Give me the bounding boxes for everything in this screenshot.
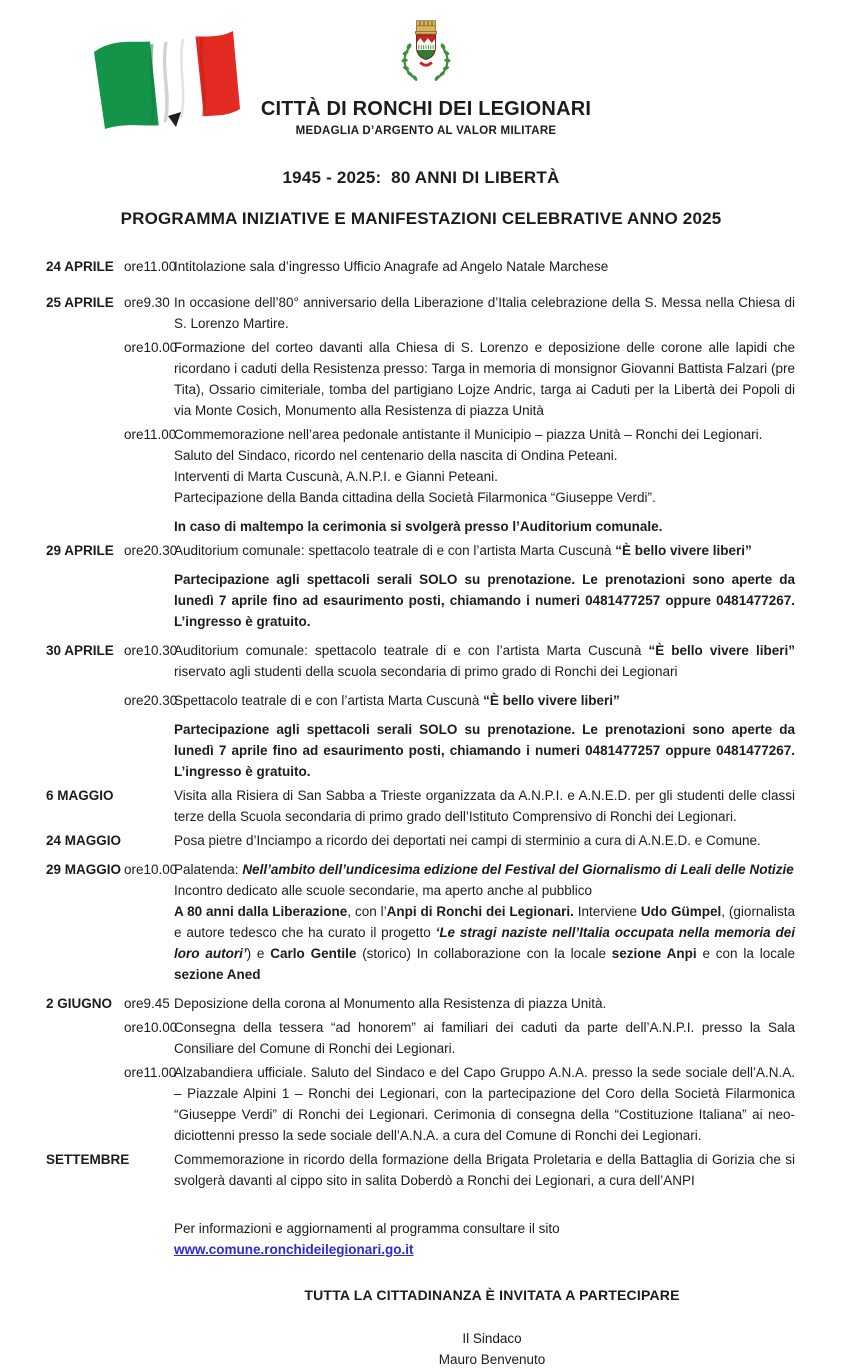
- text-segment: Saluto del Sindaco, ricordo nel centenario della nascita di Ondina Peteani.: [174, 448, 618, 463]
- event-time: [124, 424, 177, 537]
- event-description: [174, 1149, 795, 1191]
- schedule-row: [46, 690, 795, 782]
- website-link[interactable]: www.comune.ronchideilegionari.go.it: [174, 1242, 414, 1257]
- event-date: 25 APRILE: [46, 295, 114, 310]
- time-prefix: ore: [124, 996, 144, 1011]
- event-description: [174, 1017, 795, 1059]
- event-date: 29 APRILE: [46, 543, 114, 558]
- paragraph: [174, 487, 795, 508]
- event-time: [124, 993, 170, 1014]
- text-segment: Alzabandiera ufficiale. Saluto del Sindaco e del Capo Gruppo A.N.A. presso la sede sociale dell’A.N.A. – Piazzale Alpini 1 – Ronchi dei Legionari, con la partecipazione del Coro della Società Filarmonica “Giuseppe Verdi” di Ronchi dei Legionari. Cerimonia di consegna della “Costituzione Italiana” ai neo-diciottenni presso la sede sociale dell’A.N.A. a cura del Comune di Ronchi dei Legionari.: [174, 1065, 795, 1143]
- time-prefix: ore: [124, 259, 144, 274]
- schedule-row: [46, 1218, 795, 1260]
- event-description: [174, 993, 795, 1014]
- text-segment: Visita alla Risiera di San Sabba a Trieste organizzata da A.N.P.I. e A.N.E.D. per gli studenti delle classi terze della Scuola secondaria di primo grado dell’Istituto Comprensivo di Ronchi dei Legionari.: [174, 788, 795, 824]
- text-segment: A 80 anni dalla Liberazione: [174, 904, 348, 919]
- event-date: 24 MAGGIO: [46, 833, 122, 848]
- event-description: [174, 292, 795, 334]
- schedule-row: [46, 785, 795, 827]
- text-segment: Partecipazione agli spettacoli serali SOLO su prenotazione. Le prenotazioni sono aperte da lunedì 7 aprile fino ad esaurimento posti, chiamando i numeri 0481477257 oppure 0481477267. L’ingresso è gratuito.: [174, 572, 795, 629]
- time-value: 9.30: [143, 295, 170, 310]
- text-segment: Posa pietre d’Inciampo a ricordo dei deportati nei campi di sterminio a cura di A.N.E.D. e Comune.: [174, 833, 761, 848]
- text-segment: Nell’ambito dell’undicesima edizione del Festival del Giornalismo di Leali delle Notizie: [242, 862, 794, 877]
- text-segment: Partecipazione della Banda cittadina della Società Filarmonica “Giuseppe Verdi”.: [174, 490, 656, 505]
- text-segment: “È bello vivere liberi”: [483, 693, 620, 708]
- text-segment: Per informazioni e aggiornamenti al programma consultare il sito: [174, 1221, 560, 1236]
- schedule-row: [46, 424, 795, 537]
- text-segment: Spettacolo teatrale di e con l’artista Marta Cuscunà: [174, 693, 484, 708]
- text-segment: Deposizione della corona al Monumento alla Resistenza di piazza Unità.: [174, 996, 607, 1011]
- time-prefix: ore: [124, 543, 144, 558]
- event-date: [46, 690, 118, 782]
- time-prefix: ore: [124, 693, 144, 708]
- invitation-line: TUTTA LA CITTADINANZA È INVITATA A PARTECIPARE: [304, 1287, 680, 1303]
- text-segment: “È bello vivere liberi”: [648, 643, 795, 658]
- text-segment: Palatenda:: [174, 862, 243, 877]
- event-time: [124, 1149, 165, 1191]
- event-date: 6 MAGGIO: [46, 788, 114, 803]
- paragraph: [174, 640, 795, 682]
- anniversary-title: 1945 - 2025: 80 ANNI DI LIBERTÀ: [282, 168, 560, 187]
- event-description: [174, 785, 795, 827]
- event-date: SETTEMBRE: [46, 1152, 130, 1167]
- time-value: 10.00: [143, 1020, 178, 1035]
- schedule-row: [46, 993, 795, 1014]
- event-date: [46, 424, 118, 537]
- event-time: [124, 1062, 177, 1146]
- paragraph: [174, 993, 795, 1014]
- text-segment: Formazione del corteo davanti alla Chiesa di S. Lorenzo e deposizione delle corone alle lapidi che ricordano i caduti della Resistenza presso: Targa in memoria di monsignor Giovanni Battista Falzari (pre Tita), Ossario cimiteriale, tomba del partigiano Lojze Andric, targa ai Caduti per la Libertà dei Popoli di via Monte Cosich, Monumento alla Resistenza di piazza Unità: [174, 340, 795, 418]
- event-date: 24 APRILE: [46, 259, 114, 274]
- time-prefix: ore: [124, 1065, 144, 1080]
- event-date: [46, 1218, 118, 1260]
- schedule-row: [46, 1149, 795, 1191]
- paragraph: [174, 1239, 795, 1260]
- city-name: CITTÀ DI RONCHI DEI LEGIONARI: [260, 98, 592, 120]
- schedule-row: [46, 337, 795, 421]
- paragraph: [174, 516, 795, 537]
- text-segment: , con l’: [347, 904, 387, 919]
- city-coat-of-arms-icon: [395, 13, 457, 89]
- text-segment: riservato agli studenti della scuola secondaria di primo grado di Ronchi dei Legionari: [174, 664, 678, 679]
- time-prefix: ore: [124, 643, 144, 658]
- text-segment: Udo Gümpel: [640, 904, 722, 919]
- event-description: [174, 859, 795, 985]
- time-value: 11.00: [143, 1065, 177, 1080]
- event-description: [174, 690, 795, 782]
- paragraph: [174, 1017, 795, 1059]
- time-prefix: ore: [124, 1020, 144, 1035]
- text-segment: Auditorium comunale: spettacolo teatrale di e con l’artista Marta Cuscunà: [174, 543, 616, 558]
- text-segment: Interventi di Marta Cuscunà, A.N.P.I. e Gianni Peteani.: [174, 469, 498, 484]
- paragraph: [174, 569, 795, 632]
- event-description: [174, 1218, 795, 1260]
- event-date: 29 MAGGIO: [46, 862, 122, 877]
- paragraph: [174, 1062, 795, 1146]
- schedule-row: [46, 859, 795, 985]
- text-segment: (storico) In collaborazione con la locale: [356, 946, 612, 961]
- event-time: [124, 1017, 178, 1059]
- text-segment: e con la locale: [696, 946, 795, 961]
- schedule-row: [46, 1017, 795, 1059]
- time-prefix: ore: [124, 340, 144, 355]
- schedule-row: [46, 640, 795, 682]
- event-time: [124, 785, 165, 827]
- paragraph: [174, 690, 795, 711]
- paragraph: [174, 256, 795, 277]
- program-title: PROGRAMMA INIZIATIVE E MANIFESTAZIONI CELEBRATIVE ANNO 2025: [120, 209, 722, 228]
- event-description: [174, 1062, 795, 1146]
- paragraph: [174, 445, 795, 466]
- text-segment: In caso di maltempo la cerimonia si svolgerà presso l’Auditorium comunale.: [174, 519, 663, 534]
- event-description: [174, 540, 795, 632]
- signature-name: Mauro Benvenuto: [438, 1352, 546, 1367]
- event-time: [124, 292, 170, 334]
- text-segment: ) e: [246, 946, 271, 961]
- event-date: 2 GIUGNO: [46, 996, 113, 1011]
- event-time: [124, 690, 178, 782]
- paragraph: [174, 830, 795, 851]
- event-schedule: [0, 256, 842, 1260]
- event-time: [124, 640, 178, 682]
- event-description: [174, 337, 795, 421]
- text-segment: Partecipazione agli spettacoli serali SOLO su prenotazione. Le prenotazioni sono aperte da lunedì 7 aprile fino ad esaurimento posti, chiamando i numeri 0481477257 oppure 0481477267. L’ingresso è gratuito.: [174, 722, 795, 779]
- text-segment: Commemorazione in ricordo della formazione della Brigata Proletaria e della Battaglia di Gorizia che si svolgerà davanti al cippo sito in salita Doberdò a Ronchi dei Legionari, a cura dell’ANPI: [174, 1152, 795, 1188]
- text-segment: sezione Aned: [174, 967, 261, 982]
- text-segment: Commemorazione nell’area pedonale antistante il Municipio – piazza Unità – Ronchi dei Legionari.: [174, 427, 763, 442]
- event-description: [174, 256, 795, 277]
- paragraph: [174, 1218, 795, 1239]
- text-segment: Incontro dedicato alle scuole secondarie, ma aperto anche al pubblico: [174, 883, 593, 898]
- paragraph: [174, 292, 795, 334]
- schedule-row: [46, 540, 795, 632]
- paragraph: [174, 424, 795, 445]
- event-date: [46, 337, 118, 421]
- time-prefix: ore: [124, 295, 144, 310]
- paragraph: [174, 719, 795, 782]
- event-time: [124, 540, 178, 632]
- paragraph: [174, 1149, 795, 1191]
- schedule-row: [46, 292, 795, 334]
- time-value: 11.00: [143, 259, 177, 274]
- text-segment: sezione Anpi: [611, 946, 697, 961]
- schedule-row: [46, 830, 795, 851]
- event-time: [124, 337, 178, 421]
- paragraph: [174, 901, 795, 985]
- shield: [417, 35, 436, 60]
- time-prefix: ore: [124, 427, 144, 442]
- ribbon: [420, 62, 431, 65]
- paragraph: [174, 785, 795, 827]
- event-date: [46, 1062, 118, 1146]
- time-value: 10.00: [143, 862, 178, 877]
- event-time: [124, 830, 165, 851]
- event-date: 30 APRILE: [46, 643, 114, 658]
- paragraph: [174, 880, 795, 901]
- schedule-row: [46, 256, 795, 277]
- time-prefix: ore: [124, 862, 144, 877]
- event-description: [174, 640, 795, 682]
- italian-flag-icon: [82, 22, 252, 137]
- text-segment: In occasione dell’80° anniversario della Liberazione d’Italia celebrazione della S. Messa nella Chiesa di S. Lorenzo Martire.: [174, 295, 795, 331]
- text-segment: Interviene: [573, 904, 641, 919]
- schedule-row: [46, 1062, 795, 1146]
- time-value: 20.30: [143, 543, 178, 558]
- mural-crown: [415, 21, 436, 34]
- text-segment: Intitolazione sala d’ingresso Ufficio Anagrafe ad Angelo Natale Marchese: [174, 259, 609, 274]
- event-time: [124, 1218, 165, 1260]
- time-value: 20.30: [143, 693, 178, 708]
- text-segment: , (giornalista e autore tedesco che ha curato il progetto: [174, 904, 795, 940]
- text-segment: Carlo Gentile: [270, 946, 357, 961]
- text-segment: Consegna della tessera “ad honorem” ai familiari dei caduti da parte dell’A.N.P.I. presso la Sala Consiliare del Comune di Ronchi dei Legionari.: [174, 1020, 795, 1056]
- time-value: 10.00: [143, 340, 178, 355]
- paragraph: [174, 540, 795, 561]
- event-time: [124, 256, 177, 277]
- time-value: 10.30: [143, 643, 178, 658]
- text-segment: Anpi di Ronchi dei Legionari.: [386, 904, 574, 919]
- paragraph: [174, 859, 795, 880]
- signature-role: Il Sindaco: [462, 1331, 522, 1346]
- signature-block: [189, 1328, 795, 1370]
- time-value: 9.45: [143, 996, 170, 1011]
- event-date: [46, 1017, 118, 1059]
- event-time: [124, 859, 178, 985]
- time-value: 11.00: [143, 427, 177, 442]
- paragraph: [174, 337, 795, 421]
- text-segment: Auditorium comunale: spettacolo teatrale di e con l’artista Marta Cuscunà: [174, 643, 649, 658]
- text-segment: ‘Le stragi naziste nell’Italia occupata nella memoria dei loro autori’: [174, 925, 795, 961]
- text-segment: “È bello vivere liberi”: [615, 543, 752, 558]
- event-description: [174, 424, 795, 537]
- paragraph: [174, 466, 795, 487]
- medal-subtitle: MEDAGLIA D’ARGENTO AL VALOR MILITARE: [295, 125, 557, 137]
- event-description: [174, 830, 795, 851]
